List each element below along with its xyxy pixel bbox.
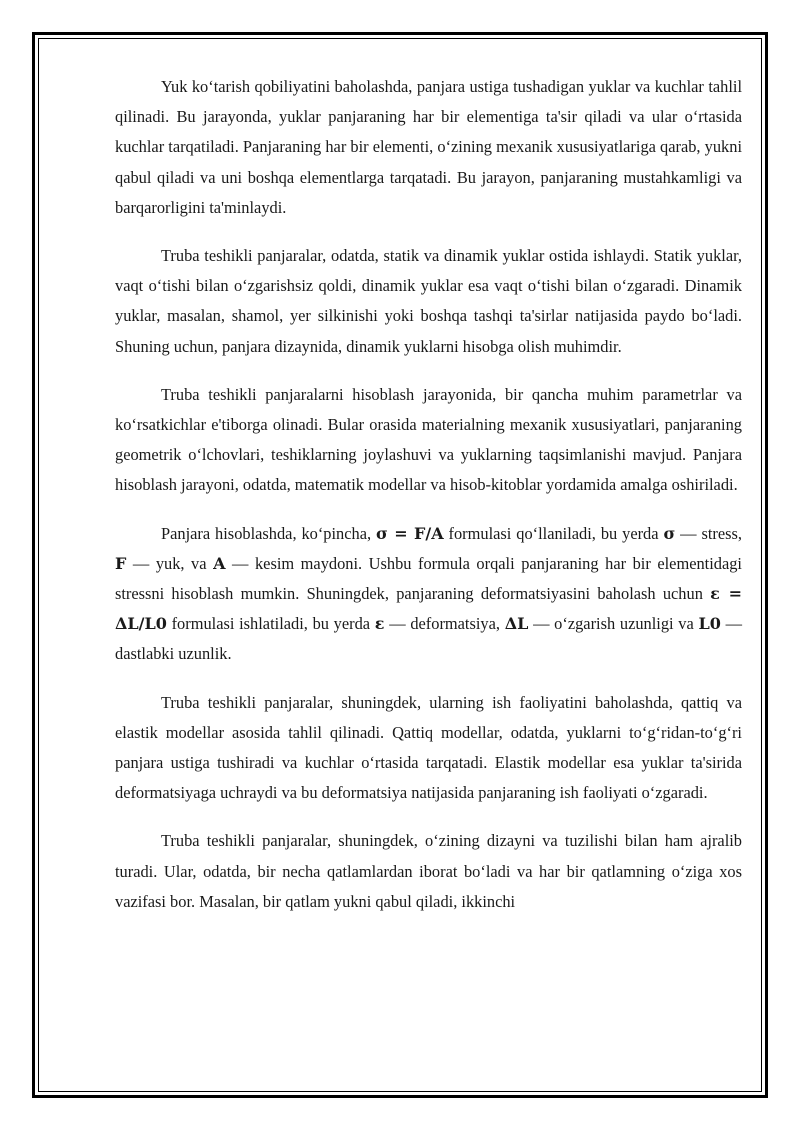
formula: σ = F/A — [376, 523, 444, 543]
document-body — [115, 72, 742, 935]
paragraph — [115, 241, 742, 362]
formula: A — [213, 553, 226, 573]
paragraph — [115, 519, 742, 670]
paragraph-text: Truba teshikli panjaralar, odatda, statik va dinamik yuklar ostida ishlaydi. Statik yuklar, vaqt o‘tishi bilan o‘zgarishsiz qoldi, dinamik yuklar esa vaqt o‘tishi bilan o‘zgaradi. Dinamik yuklar, masalan, shamol, yer silkinishi yoki boshqa tashqi ta'sirlar natijasida paydo bo‘ladi. Shuning uchun, panjara dizaynida, dinamik yuklarni hisobga olish muhimdir. — [115, 246, 742, 356]
paragraph-text: Truba teshikli panjaralar, shuningdek, ularning ish faoliyatini baholashda, qattiq va elastik modellar asosida tahlil qilinadi. Qattiq modellar, odatda, yuklarni to‘g‘ridan-to‘g‘ri panjara ustiga tushiradi va kuchlar o‘rtasida tarqatadi. Elastik modellar esa yuklar ta'sirida deformatsiyaga uchraydi va bu deformatsiya natijasida panjaraning ish faoliyati o‘zgaradi. — [115, 692, 742, 803]
paragraph-text: formulasi ishlatiladi, bu yerda — [166, 614, 375, 634]
formula: ε — [374, 614, 385, 634]
paragraph — [115, 72, 742, 223]
paragraph-text: — deformatsiya, — [384, 614, 505, 634]
paragraph-text: Truba teshikli panjaralar, shuningdek, o‘zining dizayni va tuzilishi bilan ham ajralib turadi. Ular, odatda, bir necha qatlamlardan iborat bo‘ladi va har bir qatlamning o‘ziga xos vazifasi bor. Masalan, bir qatlam yukni qabul qiladi, ikkinchi — [115, 831, 742, 911]
paragraph-text: Panjara hisoblashda, ko‘pincha, — [161, 523, 377, 543]
formula: L0 — [698, 614, 721, 634]
paragraph-text: — o‘zgarish uzunligi va — [528, 614, 699, 634]
formula: σ — [663, 523, 676, 543]
paragraph-text: Truba teshikli panjaralarni hisoblash jarayonida, bir qancha muhim parametrlar va ko‘rsatkichlar e'tiborga olinadi. Bular orasida materialning mexanik xususiyatlari, panjaraning geometrik o‘lchovlari, teshiklarning joylashuvi va yuklarning taqsimlanishi mavjud. Panjara hisoblash jarayoni, odatda, matematik modellar va hisob-kitoblar yordamida amalga oshiriladi. — [115, 384, 742, 495]
paragraph-text: formulasi qo‘llaniladi, bu yerda — [443, 523, 664, 543]
paragraph — [115, 688, 742, 809]
paragraph-text: — kesim maydoni. Ushbu formula orqali panjaraning har bir elementidagi stressni hisoblash mumkin. Shuningdek, panjaraning deformatsiyasini baholash uchun — [115, 553, 742, 604]
paragraph-text: — dastlabki uzunlik. — [115, 614, 742, 664]
paragraph-text: Yuk ko‘tarish qobiliyatini baholashda, panjara ustiga tushadigan yuklar va kuchlar tahlil qilinadi. Bu jarayonda, yuklar panjaraning har bir elementiga ta'sir qiladi va ular o‘rtasida kuchlar tarqatiladi. Panjaraning har bir elementi, o‘zining mexanik xususiyatlariga qarab, yukni qabul qiladi va uni boshqa elementlarga tarqatadi. Bu jarayon, panjaraning mustahkamligi va barqarorligini ta'minlaydi. — [115, 77, 742, 217]
paragraph-text: — yuk, va — [126, 553, 214, 573]
paragraph — [115, 826, 742, 917]
formula: ΔL — [504, 614, 529, 634]
formula: ε = ΔL/L0 — [115, 584, 743, 634]
paragraph — [115, 380, 742, 501]
formula: F — [115, 553, 127, 573]
paragraph-text: — stress, — [675, 523, 742, 543]
